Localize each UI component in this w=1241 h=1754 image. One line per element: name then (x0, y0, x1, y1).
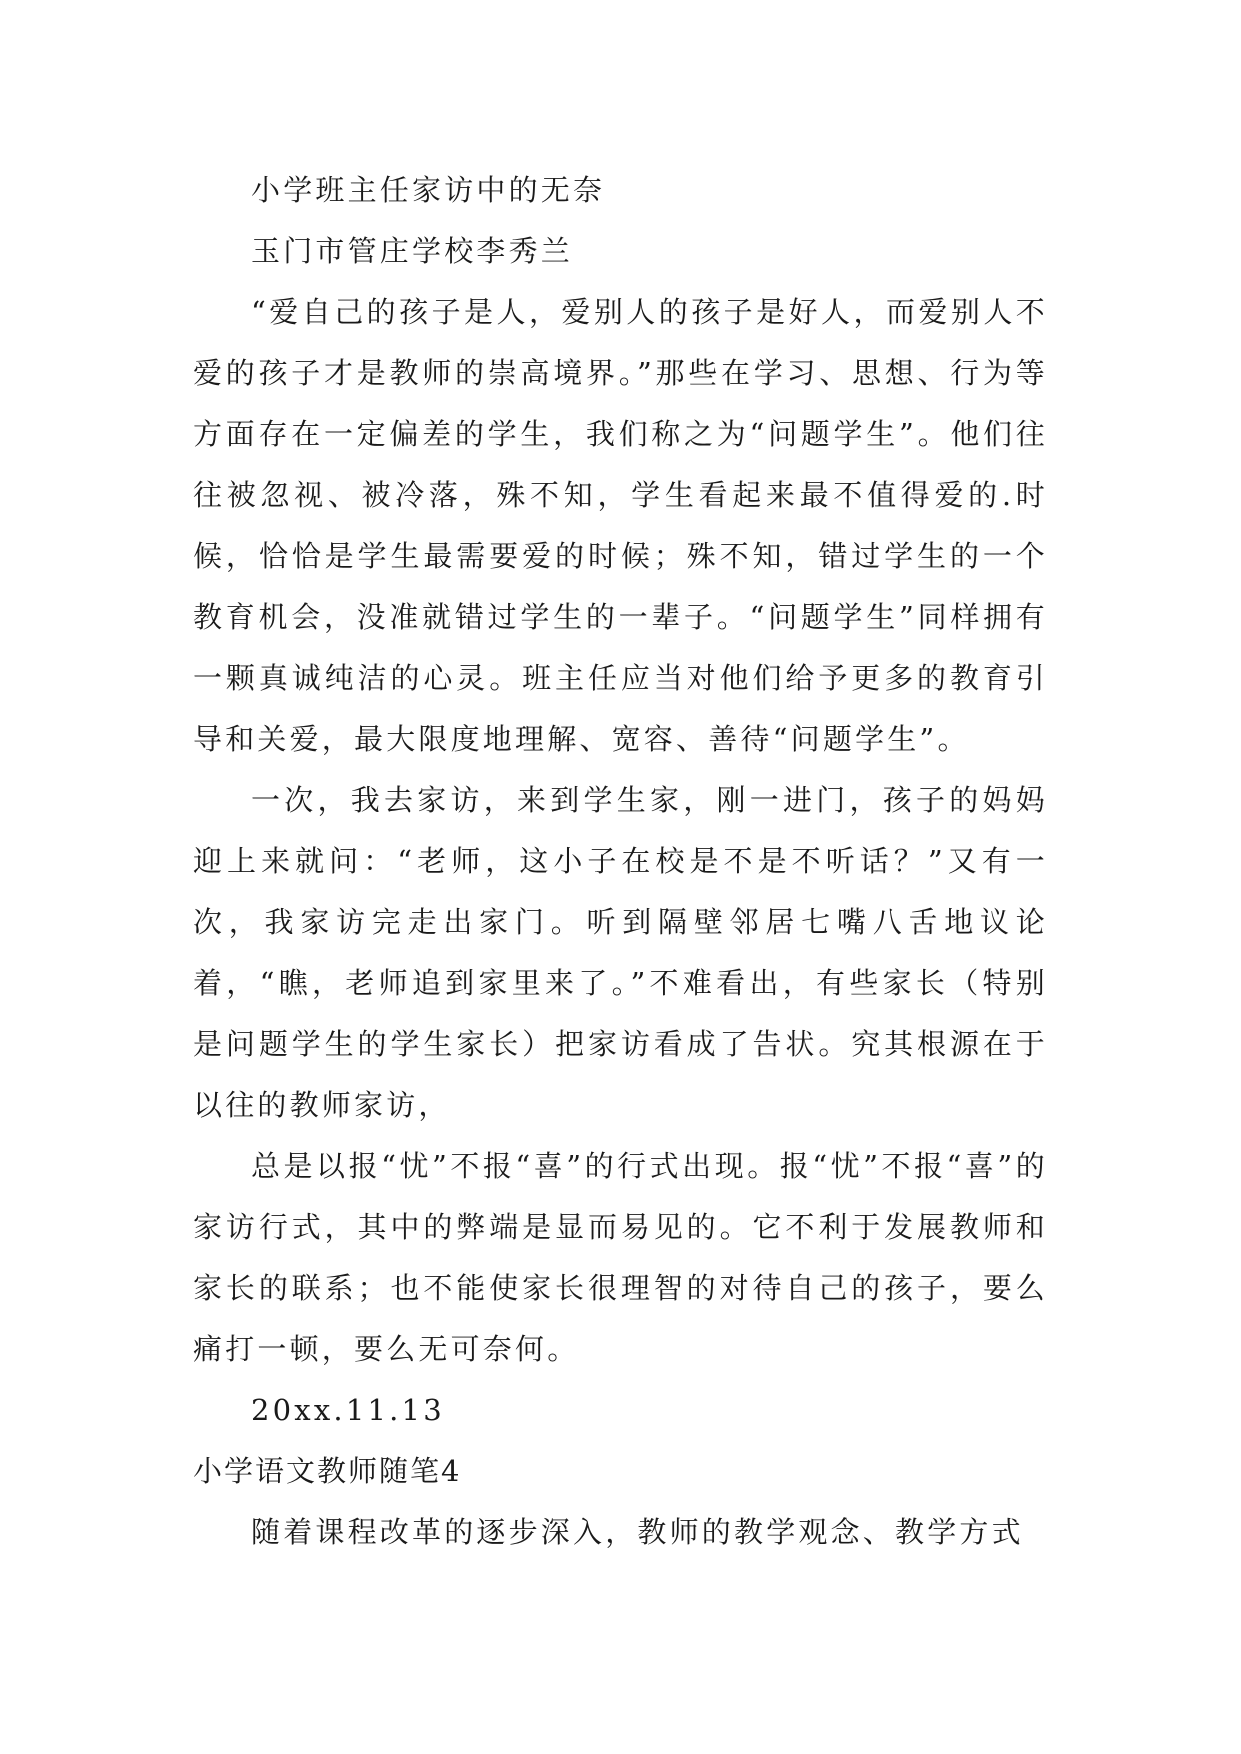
date-line: 20xx.11.13 (251, 1393, 445, 1427)
article-title: 小学班主任家访中的无奈 (251, 173, 606, 207)
author-line: 玉门市管庄学校李秀兰 (251, 234, 574, 268)
body-paragraph: 随着课程改革的逐步深入，教师的教学观念、教学方式 (251, 1515, 1024, 1549)
section-heading: 小学语文教师随笔4 (193, 1454, 462, 1488)
body-paragraph: 总是以报“忧”不报“喜”的行式出现。报“忧”不报“喜”的家访行式，其中的弊端是显而易见的。它不利于发展教师和家长的联系；也不能使家长很理智的对待自己的孩子，要么痛打一顿，要么无可奈何。 (193, 1149, 1048, 1366)
document-body (193, 160, 1048, 1563)
body-paragraph: 一次，我去家访，来到学生家，刚一进门，孩子的妈妈迎上来就问：“老师，这小子在校是不是不听话？”又有一次，我家访完走出家门。听到隔壁邻居七嘴八舌地议论着，“瞧，老师追到家里来了。”不难看出，有些家长（特别是问题学生的学生家长）把家访看成了告状。究其根源在于以往的教师家访， (193, 783, 1048, 1122)
body-paragraph: “爱自己的孩子是人，爱别人的孩子是好人，而爱别人不爱的孩子才是教师的崇高境界。”那些在学习、思想、行为等方面存在一定偏差的学生，我们称之为“问题学生”。他们往往被忽视、被冷落，殊不知，学生看起来最不值得爱的.时候，恰恰是学生最需要爱的时候；殊不知，错过学生的一个教育机会，没准就错过学生的一辈子。“问题学生”同样拥有一颗真诚纯洁的心灵。班主任应当对他们给予更多的教育引导和关爱，最大限度地理解、宽容、善待“问题学生”。 (193, 295, 1048, 756)
